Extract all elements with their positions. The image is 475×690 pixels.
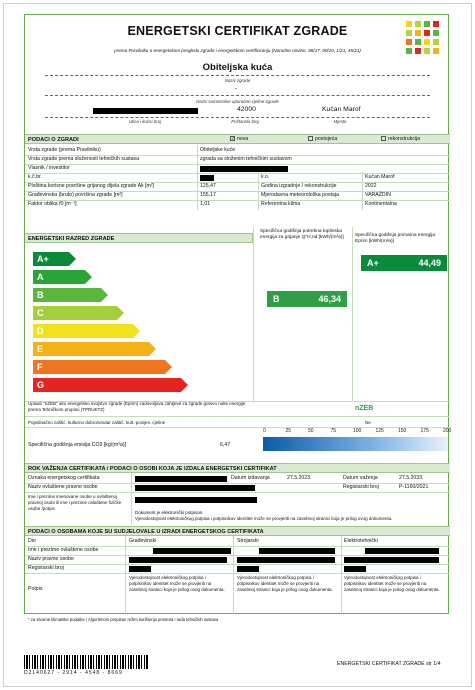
energy-class-c: C: [33, 306, 117, 320]
redacted: [344, 566, 366, 572]
redacted: [344, 557, 439, 563]
heritage-label: Pojedinačno zaštić. kulturno dobro/unutar zaštić. kult.-povijes. cjeline: [28, 420, 166, 425]
building-name: Obiteljska kuća: [202, 62, 273, 73]
co2-scale-tick: 150: [398, 428, 407, 434]
co2-scale-tick: 50: [308, 428, 314, 434]
redacted: [237, 566, 259, 572]
owner-label: Vlasnik / investitor: [28, 165, 70, 171]
co2-scale-tick: 175: [420, 428, 429, 434]
station-value: VARAŽDIN: [365, 192, 391, 198]
climate-label: Referentna klima: [261, 201, 301, 207]
e-signed-note: Dokument je elektronički potpisan.: [135, 510, 204, 515]
cadastral-label: k.o.: [261, 174, 270, 180]
heat-demand-header: Specifična godišnja potrebna toplinska energija za grijanje Q''H,nd [kWh/(m²a)]: [260, 229, 344, 240]
city: Kučan Marof: [322, 106, 361, 113]
complexity-label: Vrsta zgrade prema složenosti tehničkih sustava: [28, 156, 140, 162]
energy-class-d: D: [33, 324, 133, 338]
redacted-issuer-name: [135, 497, 257, 503]
co2-scale-tick: 100: [353, 428, 362, 434]
energy-class-e: E: [33, 342, 149, 356]
section-energy-class: ENERGETSKI RAZRED ZGRADE: [25, 233, 253, 243]
energy-class-a: A: [33, 270, 85, 284]
option-rekonstrukcija[interactable]: rekonstrukcija: [381, 135, 420, 144]
document-page: [3, 3, 472, 687]
page-footer: ENERGETSKI CERTIFIKAT ZGRADE str 1/4: [337, 661, 441, 667]
complexity-value: zgrada sa složenim tehničkim sustavom: [200, 156, 292, 162]
redacted: [129, 566, 151, 572]
redacted-owner: [200, 166, 288, 172]
unit-name-value: -: [235, 85, 238, 92]
footnote: * za stvarne klimatske podatke | Algoritmom propisan režim korištenja prostora i rada tehničkih sustava: [28, 617, 219, 622]
primary-energy-indicator: A+ 44,49: [361, 255, 447, 271]
shape-factor-label: Faktor oblika f0 [m⁻¹]: [28, 201, 77, 207]
col-electrical: Elektrotehnički: [344, 538, 378, 544]
col-civil: Građevinski: [129, 538, 157, 544]
station-label: Mjerodavna meteorološka postaja: [261, 192, 339, 198]
year-label: Godina izgradnje / rekonstrukcije: [261, 183, 337, 189]
option-postojeca[interactable]: postojeća: [308, 135, 337, 144]
issue-date-value: 27.5.2023.: [287, 475, 312, 481]
gross-area-value: 155,17: [200, 192, 216, 198]
cert-id-label: Oznaka energetskog certifikata: [28, 475, 100, 481]
issue-date-label: Datum izdavanja: [231, 475, 270, 481]
cadastral-value: Kučan Marof: [365, 174, 395, 180]
postal-code: 42000: [237, 106, 256, 113]
registry-label: Registarski broj: [343, 484, 379, 490]
co2-scale-tick: 125: [375, 428, 384, 434]
building-name-caption: Naziv zgrade: [224, 78, 251, 83]
primary-energy-header: Specifična godišnja primarna energija Eprim [kWh/(m²a)]: [355, 233, 435, 244]
primary-energy-value: 44,49: [418, 258, 441, 268]
checkbox: [308, 136, 313, 141]
unit-name-caption: Naziv samostalne uporabne cjeline zgrade: [196, 99, 279, 104]
option-nova[interactable]: ✓ nova: [231, 136, 249, 143]
shape-factor-value: 1,01: [200, 201, 211, 207]
usable-area-label: Ploština korisne površine grijanog dijela zgrade Ak [m²]: [28, 183, 155, 189]
valid-until-label: Datum važenja: [343, 475, 378, 481]
redacted: [153, 548, 231, 554]
heat-demand-indicator: B 46,34: [267, 291, 347, 307]
redacted: [129, 557, 227, 563]
co2-scale-tick: 0: [263, 428, 266, 434]
col-mechanical: Strojarski: [237, 538, 259, 544]
section-contributors: PODACI O OSOBAMA KOJE SU SUDJELOVALE U IZRADI ENERGETSKOG CERTIFIKATA: [25, 526, 450, 536]
contributor-signature-label: Potpis: [28, 586, 43, 592]
contributor-name-label: Ime i prezime ovlaštene osobe: [28, 547, 99, 553]
legal-entity-label: Naziv ovlaštene pravne osobe: [28, 484, 98, 490]
barcode-number: D2140627 - 2914 - 4548 - 8669: [24, 670, 123, 676]
valid-until-value: 27.5.2033.: [399, 475, 424, 481]
co2-value: 6,47: [220, 442, 231, 448]
nzeb-note: Upisati ''nZEB'' ako energetsko svojstvo zgrade (Eprim) zadovoljava zahtjeve za zgrade gotovo nulte energije prema Tehničkom propisu (TPRUETZ): [28, 401, 246, 412]
postal-caption: Poštanski broj: [231, 119, 259, 124]
city-caption: Mjesto: [333, 119, 347, 124]
part-label: Dio: [28, 538, 36, 544]
section-validity: ROK VAŽENJA CERTIFIKATA / PODACI O OSOBI KOJA JE IZDALA ENERGETSKI CERTIFIKAT: [25, 463, 450, 473]
redacted: [259, 548, 335, 554]
building-type-value: Obiteljske kuće: [200, 147, 236, 153]
divider: [45, 95, 430, 96]
sig-note-elec: Vjerodostojnost elektroničkog potpisa i potpisnikov identitet može se provjeriti na zasebnoj stranici koja je prilog ovog dokumenta.: [344, 575, 440, 592]
redacted: [365, 548, 439, 554]
checkbox-checked: ✓: [231, 136, 236, 143]
sig-note-mech: Vjerodostojnost elektroničkog potpisa i potpisnikov identitet može se provjeriti na zasebnoj stranici koja je prilog ovog dokumenta.: [237, 575, 333, 592]
section-building-data: PODACI O ZGRADI: [25, 134, 450, 144]
sig-note-civil: Vjerodostojnost elektroničkog potpisa i potpisnikov identitet može se provjeriti na zasebnoj stranici koja je prilog ovog dokumenta.: [129, 575, 225, 592]
legal-basis-subtitle: prema Pravilniku o energetskom pregledu zgrade i energetskom certificiranju (Narodne novine, 88/17, 90/20, 1/21, 45/21): [114, 48, 361, 53]
climate-value: Kontinentalna: [365, 201, 397, 207]
co2-scale-tick: 200: [443, 428, 452, 434]
divider: [45, 117, 430, 118]
contributor-registry-label: Registarski broj: [28, 565, 64, 571]
redacted-parcel: [200, 175, 214, 181]
contributor-entity-label: Naziv pravne osobe: [28, 556, 74, 562]
co2-scale-tick: 25: [285, 428, 292, 434]
street-caption: Ulica i kućni broj: [129, 119, 161, 124]
registry-value: P-1160/2021: [399, 484, 429, 490]
checkbox: [381, 136, 386, 141]
parcel-label: k.č.br.: [28, 174, 42, 180]
certificate-title: ENERGETSKI CERTIFIKAT ZGRADE: [127, 24, 348, 38]
redacted-legal-entity: [135, 485, 255, 491]
barcode: [24, 655, 149, 669]
year-value: 2022: [365, 183, 377, 189]
building-type-label: Vrsta zgrade (prema Pravilniku): [28, 147, 101, 153]
co2-scale-tick: 75: [330, 428, 337, 434]
redacted-cert-id: [135, 476, 227, 482]
nzeb-value: nZEB: [355, 405, 374, 412]
divider: [45, 75, 430, 76]
redacted-street: [93, 108, 198, 114]
gross-area-label: Građevinska (bruto) površina zgrade [m²]: [28, 192, 123, 198]
issuer-name-label: Ime i prezime imenovane osobe u ovlaštenoj pravnoj osobi ili ime i prezime ovlaštene fizičke osobe /potpis: [28, 494, 122, 511]
energy-class-b: B: [33, 288, 101, 302]
energy-class-f: F: [33, 360, 165, 374]
heat-demand-value: 46,34: [318, 294, 341, 304]
co2-scale-bar: [263, 428, 452, 451]
redacted: [237, 557, 335, 563]
usable-area-value: 125,47: [200, 183, 216, 189]
heritage-value: Ne: [365, 420, 371, 425]
energy-class-aplus: A+: [33, 252, 69, 266]
signature-verify-note: Vjerodostojnost elektroničkog potpisa i potpisnikov identitet može se provjeriti na zasebnoj stranici koja je prilog ovog dokumenta.: [135, 516, 393, 521]
certificate-sheet: [24, 14, 452, 614]
energy-class-g: G: [33, 378, 181, 392]
co2-label: Specifična godišnja emisija CO2 [kg/(m²a)]: [28, 442, 127, 448]
